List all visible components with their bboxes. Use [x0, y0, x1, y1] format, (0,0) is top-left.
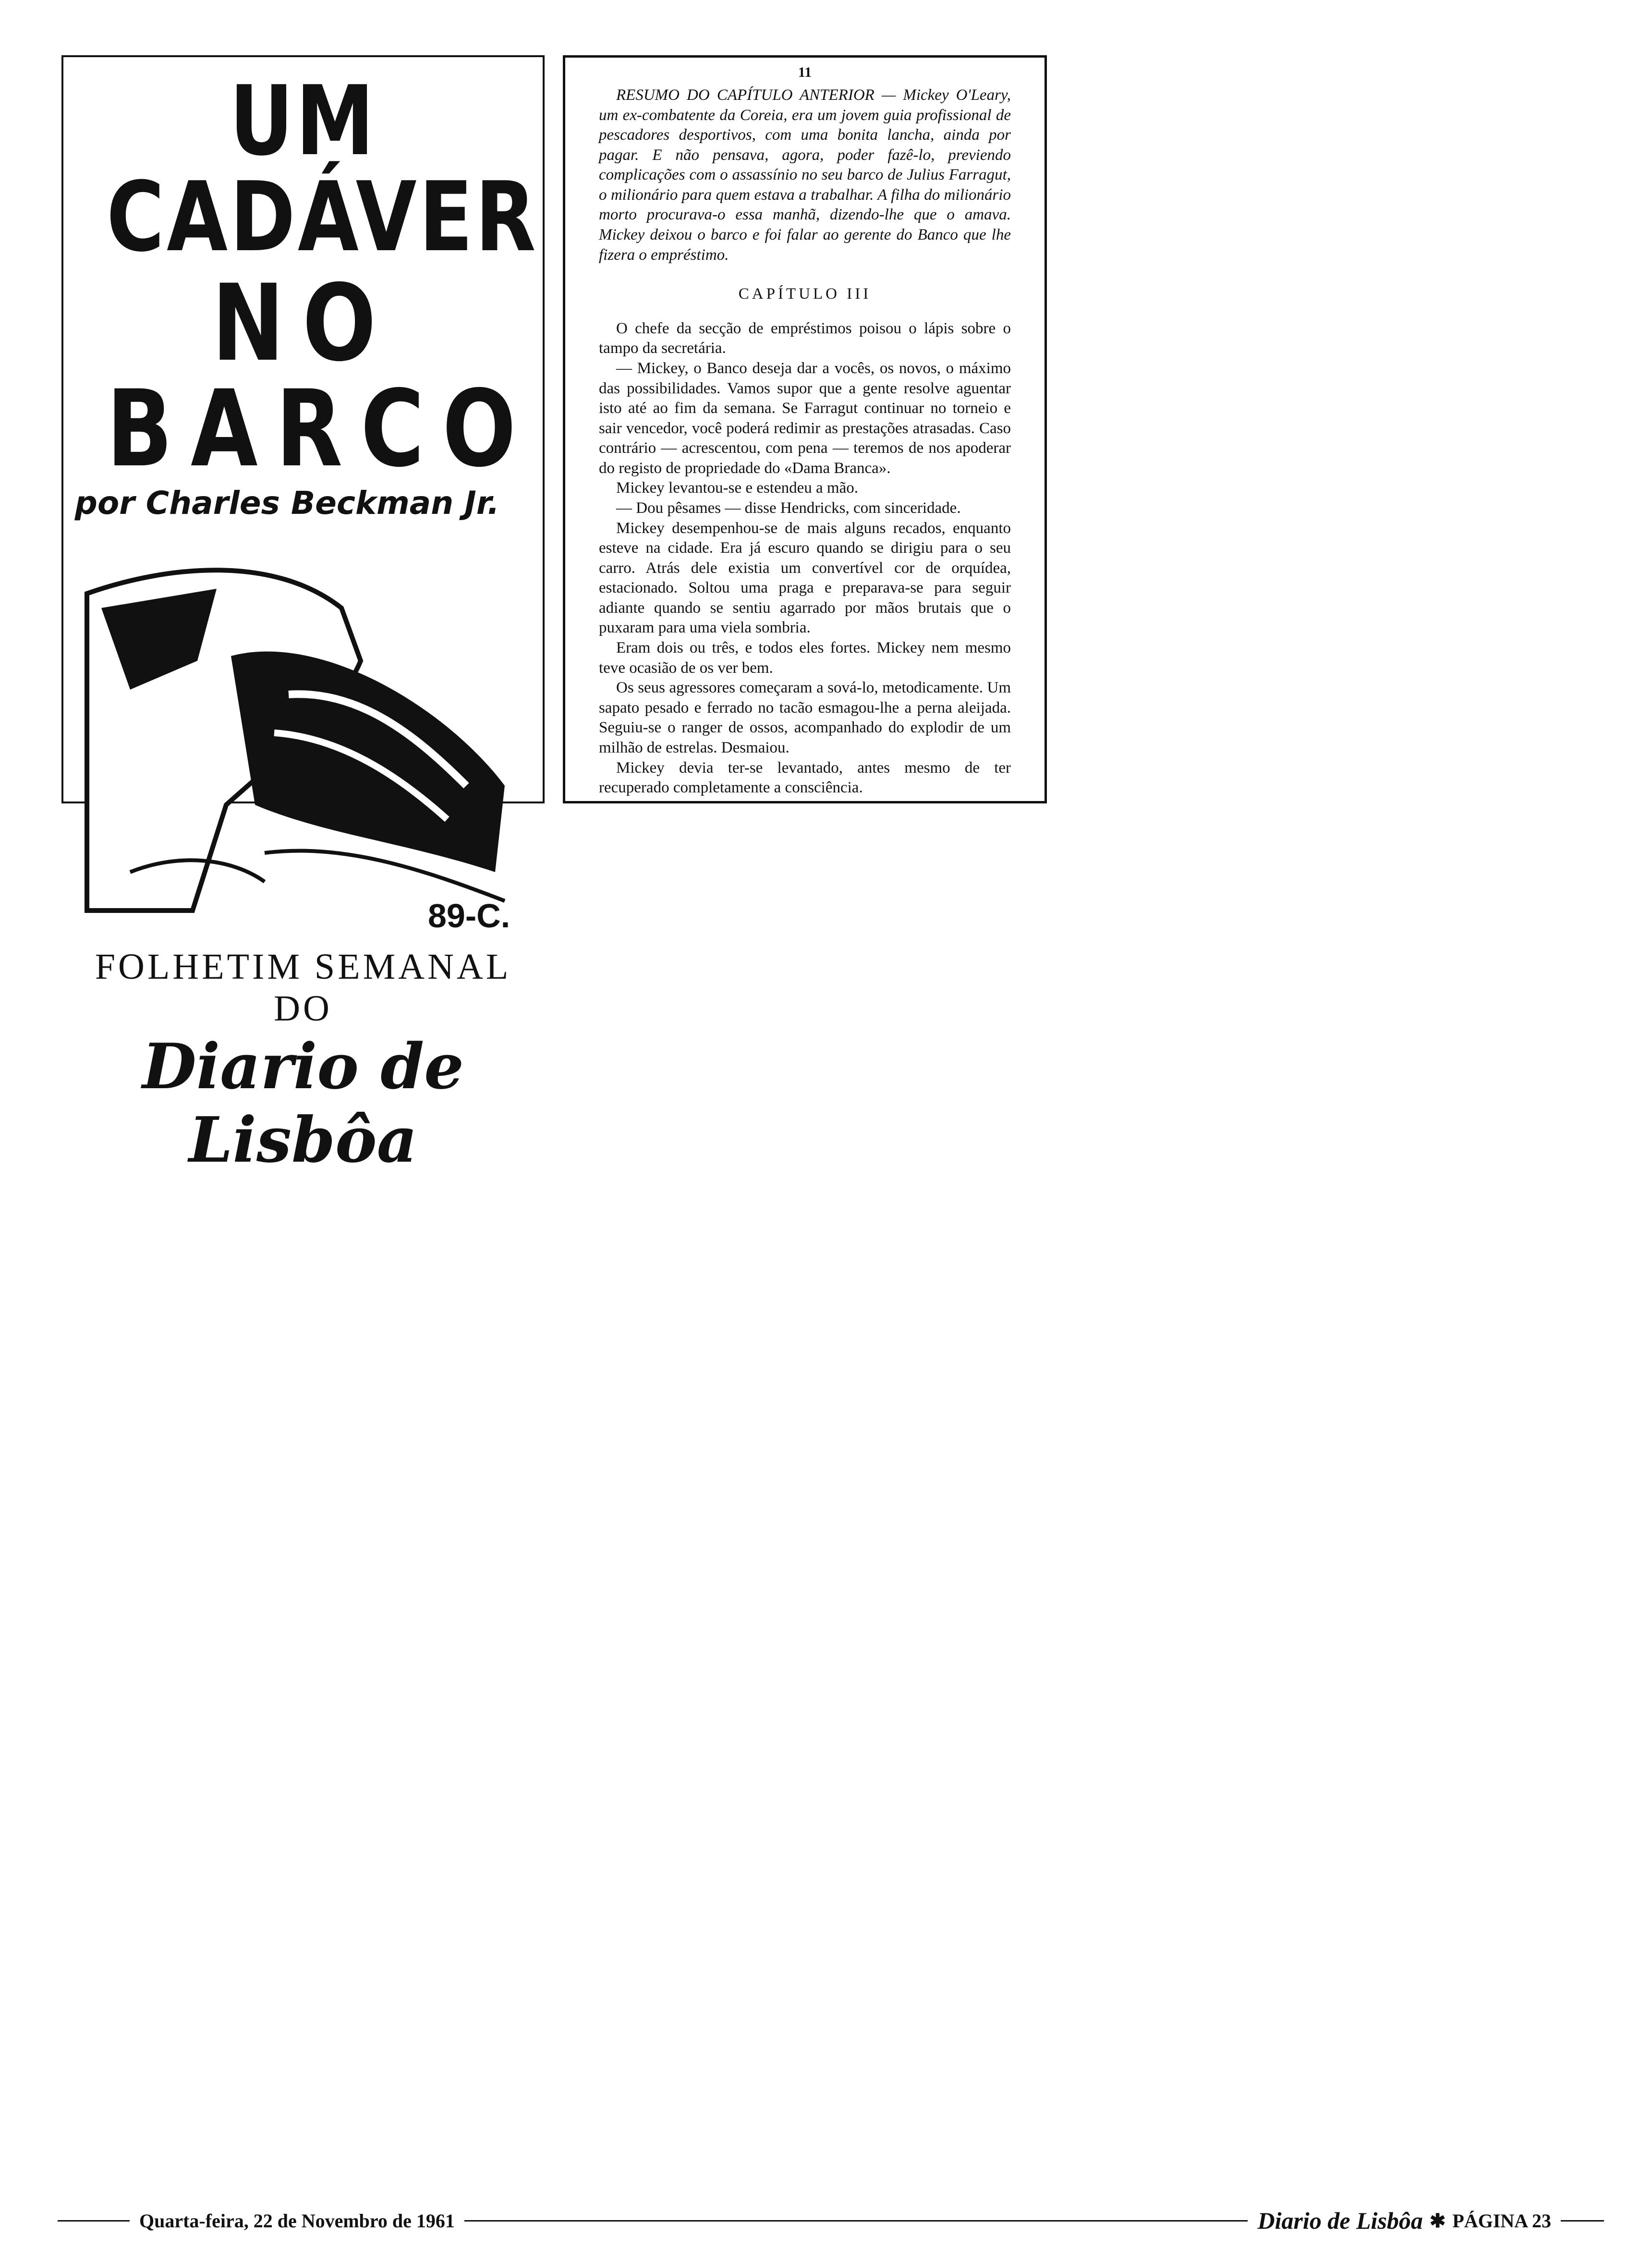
artist-signature: 89-C. [428, 897, 510, 935]
paragraph: Mickey levantou-se e estendeu a mão. [616, 479, 858, 497]
paragraph: Eram dois ou três, e todos eles fortes. Mickey nem mesmo teve ocasião de os ver bem. [599, 639, 1011, 677]
footer-rule [1561, 2220, 1604, 2222]
chapter-summary: RESUMO DO CAPÍTULO ANTERIOR — Mickey O'Leary, um ex-combatente da Coreia, era um jovem guia profissional de pescadores desportivos, com uma bonita lancha, ainda por pagar. E não pensava, agora, poder fazê-lo, previendo complicações com o assassínio no seu barco de Julius Farragut, o milionário para quem estava a trabalhar. A filha do milionário morto procurava-o essa manhã, dizendo-lhe que o amava. Mickey deixou o barco e foi falar ao gerente do Banco que lhe fizera o empréstimo. [599, 86, 1011, 264]
footer-page: PÁGINA 23 [1452, 2210, 1551, 2232]
paragraph: — Mickey, o Banco deseja dar a vocês, os novos, o máximo das possibilidades. Vamos supor que a gente resolve aguentar isto até ao fim da semana. Se Farragut continuar no torneio e sair vencedor, você poderá redimir as prestações atrasadas. Caso contrário — acrescentou, com pena — teremos de nos apoderar do registo de propriedade do «Dama Branca». [599, 359, 1011, 477]
masthead-box [61, 55, 545, 1177]
footer-paper: Diario de Lisbôa [1257, 2207, 1423, 2234]
folhetim-label: FOLHETIM SEMANAL DO [95, 947, 511, 1029]
chapter-heading: CAPÍTULO III [738, 285, 872, 303]
page-number: 11 [798, 64, 812, 80]
feuilleton-page-11 [563, 55, 1047, 803]
newspaper-logo: Diario de Lisbôa [142, 1030, 464, 1177]
paragraph: Mickey devia ter-se levantado, antes mesmo de ter recuperado completamente a consciência. [599, 759, 1011, 797]
paragraph: O chefe da secção de empréstimos poisou o lápis sobre o tampo da secretária. [599, 319, 1011, 357]
paragraph: Mickey desempenhou-se de mais alguns recados, enquanto esteve na cidade. Era já escuro quando se dirigiu para o seu carro. Atrás dele existia um convertível cor de orquídea, estacionado. Soltou uma praga e preparava-se para seguir adiante quando se sentiu agarrado por mãos brutais que o puxaram para uma viela sombria. [599, 519, 1011, 637]
byline: por Charles Beckman Jr. [74, 485, 499, 522]
page-footer [48, 2207, 1614, 2235]
illustration [73, 536, 534, 935]
footer-rule [464, 2220, 1248, 2222]
headline-line-2: NO BARCO [106, 262, 534, 490]
paragraph: — Dou pêsames — disse Hendricks, com sinceridade. [616, 499, 961, 517]
paragraph: Os seus agressores começaram a sová-lo, metodicamente. Um sapato pesado e ferrado no tacão esmagou-lhe a perna aleijada. Seguiu-se o ranger de ossos, acompanhado do explodir de um milhão de estrelas. Desmaiou. [599, 679, 1011, 756]
footer-rule [58, 2220, 130, 2222]
footer-star: ✱ [1429, 2210, 1446, 2232]
footer-date: Quarta-feira, 22 de Novembro de 1961 [139, 2210, 455, 2232]
headline-line-1: UM CADÁVER [106, 65, 538, 273]
